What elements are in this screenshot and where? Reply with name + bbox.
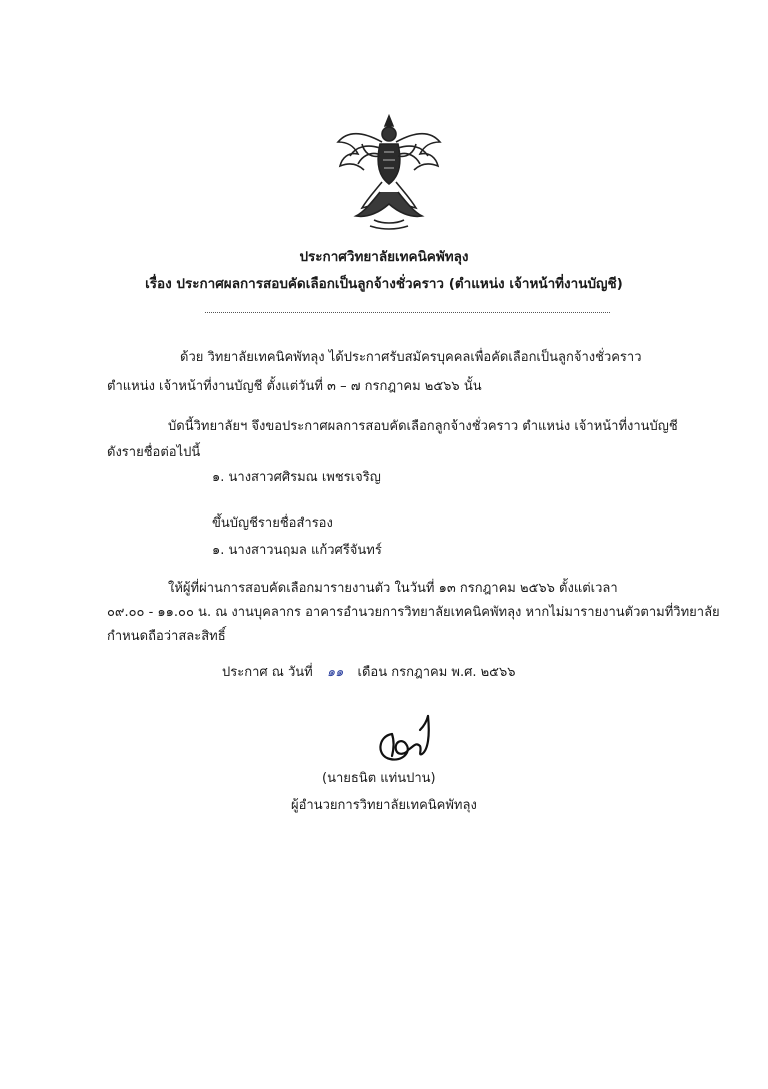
announce-suffix: เดือน กรกฎาคม พ.ศ. ๒๕๖๖ <box>357 665 516 680</box>
paragraph-1-line-1: ด้วย วิทยาลัยเทคนิคพัทลุง ได้ประกาศรับสมัครบุคคลเพื่อคัดเลือกเป็นลูกจ้างชั่วคราว <box>180 350 642 365</box>
paragraph-3-line-2: ๐๙.๐๐ - ๑๑.๐๐ น. ณ งานบุคลากร อาคารอำนวยการวิทยาลัยเทคนิคพัทลุง หากไม่มารายงานตัวตามที่วิทยาลัย <box>107 605 720 620</box>
paragraph-2-line-2: ดังรายชื่อต่อไปนี้ <box>107 445 201 460</box>
signatory-position: ผู้อำนวยการวิทยาลัยเทคนิคพัทลุง <box>291 798 477 813</box>
reserve-list-heading: ขึ้นบัญชีรายชื่อสำรอง <box>212 516 333 531</box>
dotted-divider <box>205 312 610 313</box>
announcement-subject: เรื่อง ประกาศผลการสอบคัดเลือกเป็นลูกจ้างชั่วคราว (ตำแหน่ง เจ้าหน้าที่งานบัญชี) <box>145 276 623 292</box>
reserve-candidate: ๑. นางสาวนฤมล แก้วศรีจันทร์ <box>212 543 382 558</box>
signatory-name: (นายธนิต แท่นปาน) <box>322 771 436 786</box>
selected-candidate: ๑. นางสาวศศิรมณ เพชรเจริญ <box>212 470 381 485</box>
announce-date-line <box>222 664 516 682</box>
garuda-emblem-icon <box>334 112 444 232</box>
announce-day: ๑๑ <box>326 665 344 680</box>
paragraph-3-line-3: กำหนดถือว่าสละสิทธิ์ <box>107 629 226 644</box>
handwritten-signature-icon <box>372 710 442 765</box>
paragraph-2-line-1: บัดนี้วิทยาลัยฯ จึงขอประกาศผลการสอบคัดเลือกลูกจ้างชั่วคราว ตำแหน่ง เจ้าหน้าที่งานบัญชี <box>168 419 678 434</box>
announcement-title: ประกาศวิทยาลัยเทคนิคพัทลุง <box>299 249 469 265</box>
announce-prefix: ประกาศ ณ วันที่ <box>222 665 313 680</box>
paragraph-3-line-1: ให้ผู้ที่ผ่านการสอบคัดเลือกมารายงานตัว ในวันที่ ๑๓ กรกฎาคม ๒๕๖๖ ตั้งแต่เวลา <box>168 581 618 596</box>
paragraph-1-line-2: ตำแหน่ง เจ้าหน้าที่งานบัญชี ตั้งแต่วันที่ ๓ – ๗ กรกฎาคม ๒๕๖๖ นั้น <box>107 379 482 394</box>
